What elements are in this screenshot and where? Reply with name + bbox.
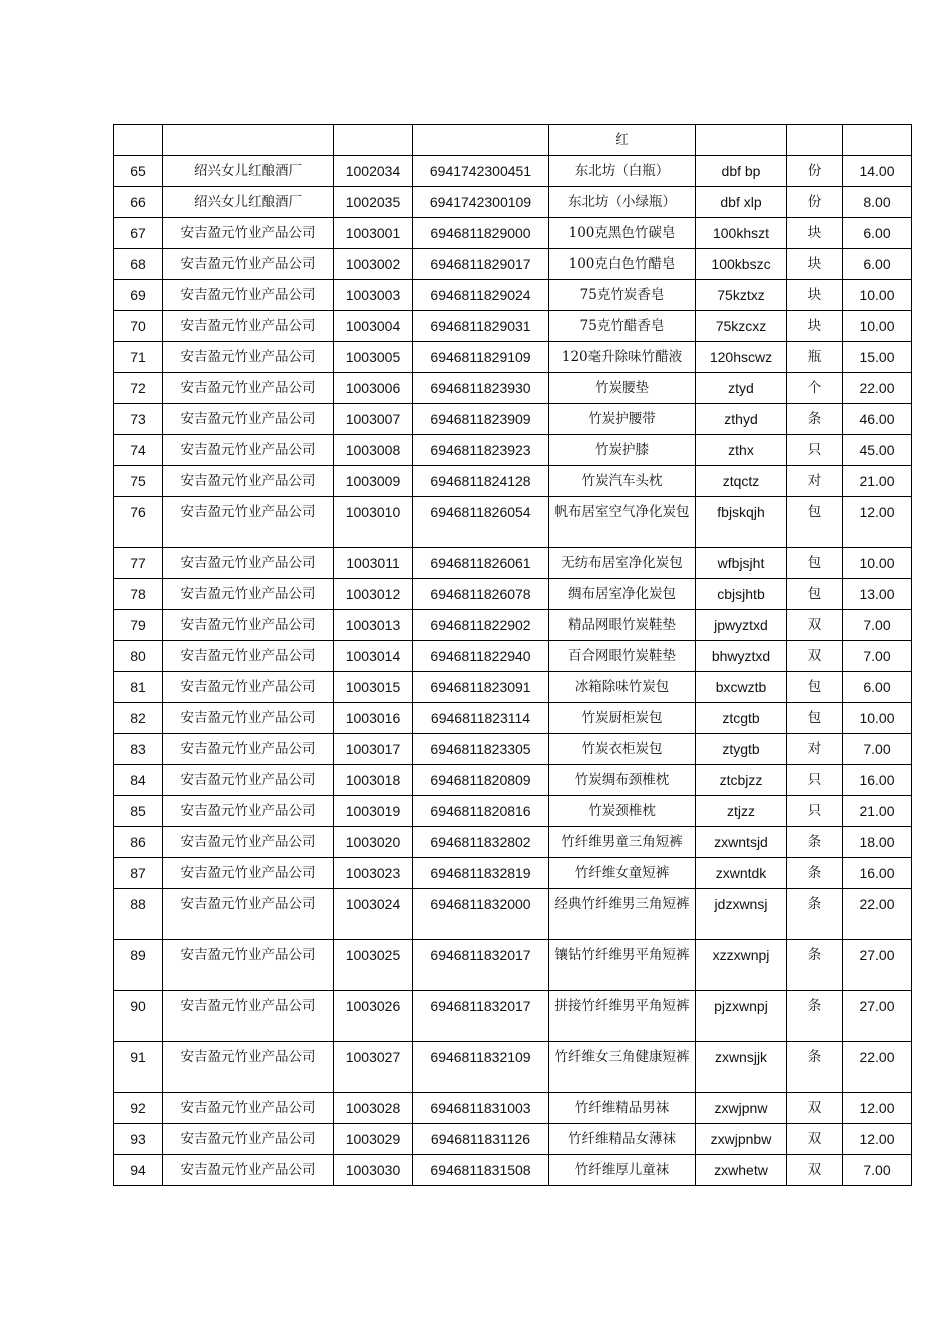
- cell-unit: 包: [787, 497, 843, 548]
- cell-price: 22.00: [843, 373, 912, 404]
- cell-product-name: 帆布居室空气净化炭包: [549, 497, 696, 548]
- cell-product-name: 竹炭腰垫: [549, 373, 696, 404]
- cell-product-name: 东北坊（小绿瓶）: [549, 187, 696, 218]
- cell-product-name: 精品网眼竹炭鞋垫: [549, 610, 696, 641]
- cell-barcode: 6946811832819: [413, 858, 549, 889]
- table-row: [114, 373, 912, 404]
- table-row: [114, 497, 912, 548]
- cell-pinyin: zxwntdk: [696, 858, 787, 889]
- cell-price: 7.00: [843, 734, 912, 765]
- table-row: [114, 1042, 912, 1093]
- cell-unit: 包: [787, 579, 843, 610]
- cell-unit: 条: [787, 991, 843, 1042]
- cell-unit: 双: [787, 1155, 843, 1186]
- cell-supplier: 绍兴女儿红酿酒厂: [163, 156, 334, 187]
- cell-unit: 条: [787, 827, 843, 858]
- cell-pinyin: ztqctz: [696, 466, 787, 497]
- cell-unit: 块: [787, 311, 843, 342]
- cell-supplier: 安吉盈元竹业产品公司: [163, 889, 334, 940]
- cell-barcode: 6941742300109: [413, 187, 549, 218]
- cell-price: 27.00: [843, 991, 912, 1042]
- cell-product-name: 竹炭绸布颈椎枕: [549, 765, 696, 796]
- cell-product-name: 竹炭汽车头枕: [549, 466, 696, 497]
- table-row-continuation: [114, 125, 912, 156]
- cell-code: 1002035: [334, 187, 413, 218]
- cell-supplier: [163, 125, 334, 156]
- table-row: [114, 218, 912, 249]
- cell-no: 82: [114, 703, 163, 734]
- cell-supplier: 安吉盈元竹业产品公司: [163, 466, 334, 497]
- cell-barcode: 6946811829031: [413, 311, 549, 342]
- cell-code: 1003016: [334, 703, 413, 734]
- cell-no: 77: [114, 548, 163, 579]
- cell-code: 1003025: [334, 940, 413, 991]
- cell-code: 1003028: [334, 1093, 413, 1124]
- cell-unit: 包: [787, 548, 843, 579]
- cell-product-name: 镶钻竹纤维男平角短裤: [549, 940, 696, 991]
- cell-pinyin: bhwyztxd: [696, 641, 787, 672]
- cell-barcode: 6946811832017: [413, 991, 549, 1042]
- table-row: [114, 889, 912, 940]
- cell-product-name: 竹炭护腰带: [549, 404, 696, 435]
- cell-no: 88: [114, 889, 163, 940]
- cell-price: 22.00: [843, 889, 912, 940]
- cell-product-name: 100克白色竹醋皂: [549, 249, 696, 280]
- cell-price: 14.00: [843, 156, 912, 187]
- cell-unit: 条: [787, 889, 843, 940]
- cell-supplier: 安吉盈元竹业产品公司: [163, 796, 334, 827]
- cell-supplier: 安吉盈元竹业产品公司: [163, 497, 334, 548]
- cell-unit: 包: [787, 703, 843, 734]
- cell-unit: 只: [787, 765, 843, 796]
- cell-pinyin: jdzxwnsj: [696, 889, 787, 940]
- cell-product-name: 竹炭护膝: [549, 435, 696, 466]
- cell-price: 7.00: [843, 610, 912, 641]
- cell-barcode: 6946811831508: [413, 1155, 549, 1186]
- cell-no: 92: [114, 1093, 163, 1124]
- cell-pinyin: [696, 125, 787, 156]
- cell-price: 16.00: [843, 858, 912, 889]
- cell-code: 1003017: [334, 734, 413, 765]
- table-row: [114, 827, 912, 858]
- cell-supplier: 安吉盈元竹业产品公司: [163, 672, 334, 703]
- cell-pinyin: zxwjpnbw: [696, 1124, 787, 1155]
- cell-price: 13.00: [843, 579, 912, 610]
- cell-barcode: 6946811832000: [413, 889, 549, 940]
- table-row: [114, 1155, 912, 1186]
- table-row: [114, 579, 912, 610]
- cell-pinyin: bxcwztb: [696, 672, 787, 703]
- cell-supplier: 安吉盈元竹业产品公司: [163, 404, 334, 435]
- cell-supplier: 安吉盈元竹业产品公司: [163, 435, 334, 466]
- table-row: [114, 641, 912, 672]
- cell-no: 69: [114, 280, 163, 311]
- cell-supplier: 安吉盈元竹业产品公司: [163, 991, 334, 1042]
- cell-pinyin: dbf bp: [696, 156, 787, 187]
- cell-code: 1003018: [334, 765, 413, 796]
- table-row: [114, 1093, 912, 1124]
- cell-no: 75: [114, 466, 163, 497]
- cell-pinyin: wfbjsjht: [696, 548, 787, 579]
- cell-product-name: 竹纤维女童短裤: [549, 858, 696, 889]
- cell-product-name: 绸布居室净化炭包: [549, 579, 696, 610]
- cell-code: [334, 125, 413, 156]
- cell-no: 83: [114, 734, 163, 765]
- cell-code: 1003001: [334, 218, 413, 249]
- cell-barcode: 6946811823909: [413, 404, 549, 435]
- cell-supplier: 安吉盈元竹业产品公司: [163, 373, 334, 404]
- cell-barcode: 6946811823114: [413, 703, 549, 734]
- table-row: [114, 991, 912, 1042]
- cell-code: 1003020: [334, 827, 413, 858]
- cell-code: 1003011: [334, 548, 413, 579]
- cell-barcode: [413, 125, 549, 156]
- cell-unit: 条: [787, 404, 843, 435]
- cell-code: 1003009: [334, 466, 413, 497]
- cell-no: 86: [114, 827, 163, 858]
- table-row: [114, 765, 912, 796]
- cell-supplier: 安吉盈元竹业产品公司: [163, 641, 334, 672]
- cell-unit: 块: [787, 218, 843, 249]
- cell-price: 10.00: [843, 311, 912, 342]
- cell-no: 81: [114, 672, 163, 703]
- cell-no: 90: [114, 991, 163, 1042]
- cell-no: 72: [114, 373, 163, 404]
- cell-pinyin: ztcbjzz: [696, 765, 787, 796]
- cell-price: 12.00: [843, 497, 912, 548]
- cell-product-name: 100克黑色竹碳皂: [549, 218, 696, 249]
- cell-supplier: 安吉盈元竹业产品公司: [163, 1042, 334, 1093]
- cell-unit: 对: [787, 734, 843, 765]
- cell-price: 27.00: [843, 940, 912, 991]
- cell-no: [114, 125, 163, 156]
- cell-pinyin: ztygtb: [696, 734, 787, 765]
- cell-code: 1003002: [334, 249, 413, 280]
- cell-price: 7.00: [843, 641, 912, 672]
- cell-supplier: 安吉盈元竹业产品公司: [163, 940, 334, 991]
- cell-barcode: 6946811820809: [413, 765, 549, 796]
- cell-price: 18.00: [843, 827, 912, 858]
- cell-no: 65: [114, 156, 163, 187]
- cell-no: 85: [114, 796, 163, 827]
- cell-unit: 块: [787, 280, 843, 311]
- cell-product-name: 红: [549, 125, 696, 156]
- cell-price: 21.00: [843, 466, 912, 497]
- cell-barcode: 6946811829000: [413, 218, 549, 249]
- cell-no: 73: [114, 404, 163, 435]
- cell-unit: 条: [787, 1042, 843, 1093]
- cell-code: 1002034: [334, 156, 413, 187]
- cell-price: 12.00: [843, 1093, 912, 1124]
- cell-unit: 份: [787, 187, 843, 218]
- table-row: [114, 280, 912, 311]
- cell-supplier: 安吉盈元竹业产品公司: [163, 703, 334, 734]
- cell-no: 71: [114, 342, 163, 373]
- table-row: [114, 610, 912, 641]
- cell-price: 6.00: [843, 249, 912, 280]
- cell-price: 16.00: [843, 765, 912, 796]
- cell-no: 93: [114, 1124, 163, 1155]
- cell-unit: [787, 125, 843, 156]
- cell-no: 87: [114, 858, 163, 889]
- cell-barcode: 6946811829024: [413, 280, 549, 311]
- cell-supplier: 安吉盈元竹业产品公司: [163, 311, 334, 342]
- cell-barcode: 6946811823091: [413, 672, 549, 703]
- cell-supplier: 安吉盈元竹业产品公司: [163, 765, 334, 796]
- cell-supplier: 安吉盈元竹业产品公司: [163, 734, 334, 765]
- cell-barcode: 6946811822940: [413, 641, 549, 672]
- cell-code: 1003015: [334, 672, 413, 703]
- table-row: [114, 940, 912, 991]
- cell-supplier: 安吉盈元竹业产品公司: [163, 1093, 334, 1124]
- cell-pinyin: 100kbszc: [696, 249, 787, 280]
- table-row: [114, 703, 912, 734]
- cell-pinyin: zxwntsjd: [696, 827, 787, 858]
- cell-supplier: 安吉盈元竹业产品公司: [163, 218, 334, 249]
- cell-no: 78: [114, 579, 163, 610]
- cell-pinyin: xzzxwnpj: [696, 940, 787, 991]
- cell-code: 1003029: [334, 1124, 413, 1155]
- cell-pinyin: zxwnsjjk: [696, 1042, 787, 1093]
- cell-pinyin: dbf xlp: [696, 187, 787, 218]
- table-row: [114, 249, 912, 280]
- table-row: [114, 796, 912, 827]
- cell-product-name: 120毫升除味竹醋液: [549, 342, 696, 373]
- cell-code: 1003007: [334, 404, 413, 435]
- table-row: [114, 435, 912, 466]
- cell-unit: 包: [787, 672, 843, 703]
- cell-code: 1003003: [334, 280, 413, 311]
- cell-unit: 双: [787, 1124, 843, 1155]
- cell-no: 89: [114, 940, 163, 991]
- table-row: [114, 156, 912, 187]
- cell-unit: 块: [787, 249, 843, 280]
- cell-unit: 双: [787, 641, 843, 672]
- cell-barcode: 6946811831003: [413, 1093, 549, 1124]
- cell-code: 1003006: [334, 373, 413, 404]
- table-row: [114, 672, 912, 703]
- table-row: [114, 548, 912, 579]
- table-row: [114, 466, 912, 497]
- cell-supplier: 安吉盈元竹业产品公司: [163, 579, 334, 610]
- cell-no: 76: [114, 497, 163, 548]
- cell-barcode: 6946811823923: [413, 435, 549, 466]
- cell-no: 66: [114, 187, 163, 218]
- cell-pinyin: ztyd: [696, 373, 787, 404]
- cell-barcode: 6946811832802: [413, 827, 549, 858]
- cell-unit: 份: [787, 156, 843, 187]
- cell-code: 1003030: [334, 1155, 413, 1186]
- cell-code: 1003012: [334, 579, 413, 610]
- cell-barcode: 6946811826054: [413, 497, 549, 548]
- cell-code: 1003005: [334, 342, 413, 373]
- cell-price: 8.00: [843, 187, 912, 218]
- table-row: [114, 342, 912, 373]
- cell-pinyin: fbjskqjh: [696, 497, 787, 548]
- cell-unit: 双: [787, 610, 843, 641]
- cell-product-name: 竹纤维精品女薄袜: [549, 1124, 696, 1155]
- cell-product-name: 75克竹炭香皂: [549, 280, 696, 311]
- cell-unit: 只: [787, 435, 843, 466]
- cell-product-name: 竹炭衣柜炭包: [549, 734, 696, 765]
- cell-product-name: 75克竹醋香皂: [549, 311, 696, 342]
- cell-supplier: 安吉盈元竹业产品公司: [163, 610, 334, 641]
- cell-supplier: 安吉盈元竹业产品公司: [163, 249, 334, 280]
- cell-price: 46.00: [843, 404, 912, 435]
- cell-unit: 条: [787, 858, 843, 889]
- cell-product-name: 东北坊（白瓶）: [549, 156, 696, 187]
- cell-pinyin: cbjsjhtb: [696, 579, 787, 610]
- cell-pinyin: 75kzcxz: [696, 311, 787, 342]
- cell-code: 1003024: [334, 889, 413, 940]
- cell-pinyin: ztcgtb: [696, 703, 787, 734]
- cell-supplier: 安吉盈元竹业产品公司: [163, 1124, 334, 1155]
- cell-barcode: 6946811820816: [413, 796, 549, 827]
- cell-product-name: 竹纤维女三角健康短裤: [549, 1042, 696, 1093]
- cell-barcode: 6946811823930: [413, 373, 549, 404]
- table-row: [114, 404, 912, 435]
- cell-pinyin: zxwjpnw: [696, 1093, 787, 1124]
- table-row: [114, 311, 912, 342]
- cell-price: 6.00: [843, 672, 912, 703]
- table-row: [114, 858, 912, 889]
- cell-no: 70: [114, 311, 163, 342]
- cell-price: 10.00: [843, 548, 912, 579]
- cell-price: 15.00: [843, 342, 912, 373]
- table-body: [114, 125, 912, 1186]
- cell-product-name: 无纺布居室净化炭包: [549, 548, 696, 579]
- cell-pinyin: zthx: [696, 435, 787, 466]
- cell-price: 45.00: [843, 435, 912, 466]
- cell-product-name: 竹炭厨柜炭包: [549, 703, 696, 734]
- cell-no: 84: [114, 765, 163, 796]
- cell-barcode: 6946811831126: [413, 1124, 549, 1155]
- cell-unit: 只: [787, 796, 843, 827]
- cell-code: 1003004: [334, 311, 413, 342]
- cell-pinyin: 75kztxz: [696, 280, 787, 311]
- cell-price: 6.00: [843, 218, 912, 249]
- cell-barcode: 6946811829017: [413, 249, 549, 280]
- cell-pinyin: 100khszt: [696, 218, 787, 249]
- cell-no: 94: [114, 1155, 163, 1186]
- cell-pinyin: zxwhetw: [696, 1155, 787, 1186]
- cell-supplier: 安吉盈元竹业产品公司: [163, 858, 334, 889]
- cell-code: 1003013: [334, 610, 413, 641]
- table-row: [114, 734, 912, 765]
- cell-price: [843, 125, 912, 156]
- cell-barcode: 6946811823305: [413, 734, 549, 765]
- cell-product-name: 经典竹纤维男三角短裤: [549, 889, 696, 940]
- cell-price: 21.00: [843, 796, 912, 827]
- cell-code: 1003019: [334, 796, 413, 827]
- cell-pinyin: zthyd: [696, 404, 787, 435]
- cell-price: 10.00: [843, 703, 912, 734]
- cell-product-name: 冰箱除味竹炭包: [549, 672, 696, 703]
- cell-barcode: 6946811829109: [413, 342, 549, 373]
- cell-pinyin: ztjzz: [696, 796, 787, 827]
- cell-code: 1003014: [334, 641, 413, 672]
- product-table: [113, 124, 912, 1186]
- cell-barcode: 6946811822902: [413, 610, 549, 641]
- cell-unit: 对: [787, 466, 843, 497]
- cell-supplier: 安吉盈元竹业产品公司: [163, 827, 334, 858]
- cell-unit: 瓶: [787, 342, 843, 373]
- cell-supplier: 绍兴女儿红酿酒厂: [163, 187, 334, 218]
- cell-pinyin: jpwyztxd: [696, 610, 787, 641]
- cell-supplier: 安吉盈元竹业产品公司: [163, 548, 334, 579]
- cell-price: 7.00: [843, 1155, 912, 1186]
- cell-product-name: 拼接竹纤维男平角短裤: [549, 991, 696, 1042]
- cell-barcode: 6946811832109: [413, 1042, 549, 1093]
- table-row: [114, 1124, 912, 1155]
- cell-supplier: 安吉盈元竹业产品公司: [163, 1155, 334, 1186]
- cell-no: 91: [114, 1042, 163, 1093]
- cell-price: 12.00: [843, 1124, 912, 1155]
- cell-product-name: 竹纤维厚儿童袜: [549, 1155, 696, 1186]
- cell-product-name: 竹纤维男童三角短裤: [549, 827, 696, 858]
- cell-pinyin: 120hscwz: [696, 342, 787, 373]
- cell-product-name: 竹炭颈椎枕: [549, 796, 696, 827]
- cell-barcode: 6946811826061: [413, 548, 549, 579]
- cell-code: 1003026: [334, 991, 413, 1042]
- cell-barcode: 6946811826078: [413, 579, 549, 610]
- cell-code: 1003008: [334, 435, 413, 466]
- cell-unit: 个: [787, 373, 843, 404]
- cell-no: 74: [114, 435, 163, 466]
- cell-supplier: 安吉盈元竹业产品公司: [163, 280, 334, 311]
- table-row: [114, 187, 912, 218]
- cell-unit: 双: [787, 1093, 843, 1124]
- cell-price: 22.00: [843, 1042, 912, 1093]
- cell-no: 67: [114, 218, 163, 249]
- cell-product-name: 竹纤维精品男袜: [549, 1093, 696, 1124]
- cell-barcode: 6941742300451: [413, 156, 549, 187]
- cell-barcode: 6946811832017: [413, 940, 549, 991]
- cell-code: 1003027: [334, 1042, 413, 1093]
- cell-product-name: 百合网眼竹炭鞋垫: [549, 641, 696, 672]
- cell-unit: 条: [787, 940, 843, 991]
- cell-barcode: 6946811824128: [413, 466, 549, 497]
- cell-no: 80: [114, 641, 163, 672]
- cell-code: 1003023: [334, 858, 413, 889]
- cell-code: 1003010: [334, 497, 413, 548]
- cell-price: 10.00: [843, 280, 912, 311]
- cell-no: 68: [114, 249, 163, 280]
- cell-pinyin: pjzxwnpj: [696, 991, 787, 1042]
- cell-supplier: 安吉盈元竹业产品公司: [163, 342, 334, 373]
- cell-no: 79: [114, 610, 163, 641]
